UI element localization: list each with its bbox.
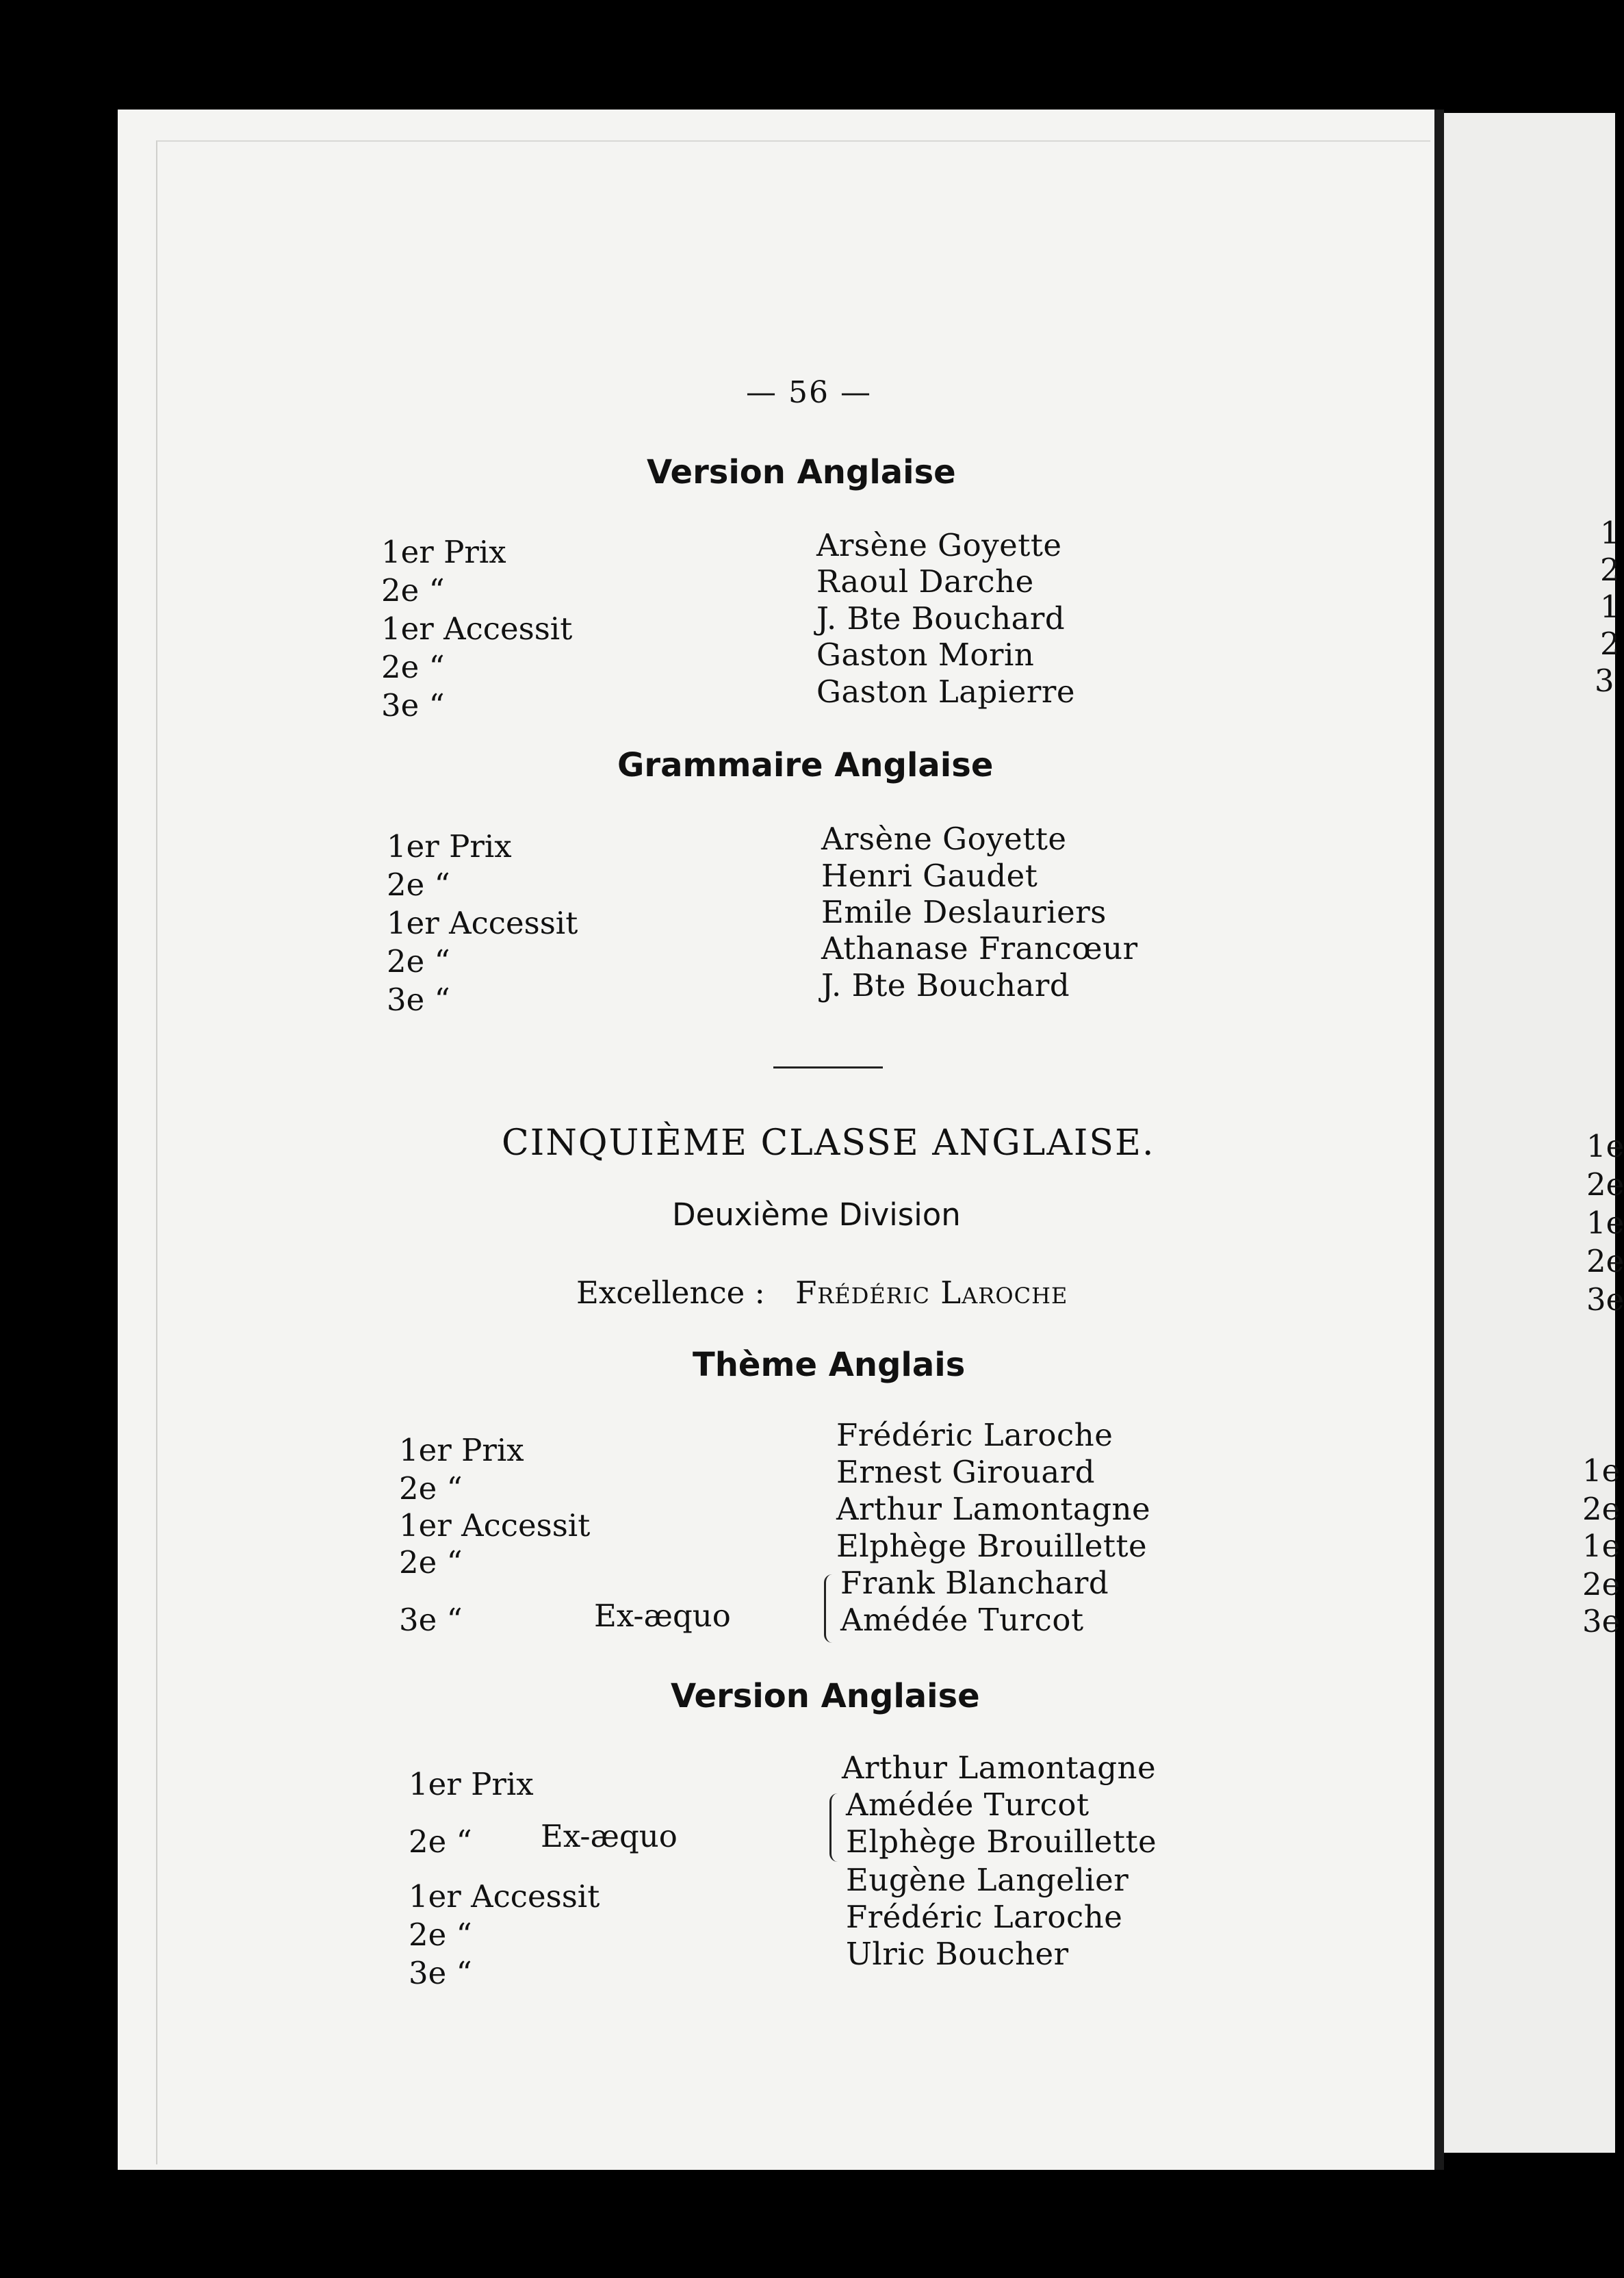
winner-name: Emile Deslauriers	[821, 894, 1107, 930]
page-number: — 56 —	[746, 375, 872, 410]
winner-name: Henri Gaudet	[821, 858, 1038, 894]
prize-label: 2e “	[409, 1823, 472, 1860]
fragment: 3	[1595, 663, 1614, 699]
winner-name: Gaston Morin	[816, 637, 1035, 673]
winner-name: Arthur Lamontagne	[836, 1491, 1151, 1527]
winner-name: Eugène Langelier	[846, 1862, 1129, 1898]
prize-label: 1er Prix	[381, 534, 506, 570]
prize-label: 1er Accessit	[381, 611, 573, 647]
prize-label: 1er Prix	[399, 1432, 524, 1468]
winner-name: Arsène Goyette	[816, 527, 1062, 563]
fragment: 2e	[1582, 1491, 1621, 1527]
prize-label: 2e “	[387, 867, 450, 903]
exaequo-brace	[829, 1793, 838, 1862]
prize-label: 3e “	[387, 982, 450, 1018]
fragment: 2	[1600, 626, 1620, 662]
exaequo-brace	[824, 1574, 833, 1643]
winner-name: Gaston Lapierre	[816, 674, 1076, 710]
fragment: 1e	[1586, 1205, 1624, 1241]
winner-name: Amédée Turcot	[846, 1787, 1090, 1823]
prize-label: 2e “	[381, 572, 445, 609]
prize-label: 3e “	[399, 1602, 463, 1638]
fragment: 1e	[1586, 1128, 1624, 1164]
winner-name: Athanase Francœur	[821, 930, 1138, 967]
prize-label: 1er Accessit	[387, 905, 578, 941]
divider-rule	[773, 1066, 883, 1068]
book-spine	[1434, 110, 1444, 2170]
prize-label: 2e “	[387, 943, 450, 980]
winner-name: Raoul Darche	[816, 563, 1034, 600]
fragment: 3e	[1582, 1603, 1621, 1639]
prize-label: 1er Accessit	[399, 1507, 591, 1544]
prize-label: 2e “	[399, 1470, 463, 1507]
fragment: 1e	[1582, 1452, 1621, 1489]
winner-name: Arthur Lamontagne	[842, 1750, 1157, 1786]
section-heading: Version Anglaise	[647, 453, 956, 491]
excellence-line	[576, 1275, 1068, 1311]
section-heading: Thème Anglais	[693, 1346, 966, 1384]
exaequo-label: Ex-æquo	[541, 1818, 678, 1854]
section-heading: Grammaire Anglaise	[617, 746, 994, 784]
prize-label: 1er Prix	[387, 828, 512, 865]
winner-name: Frédéric Laroche	[846, 1899, 1123, 1935]
fragment: 2e	[1582, 1566, 1621, 1602]
winner-name: Elphège Brouillette	[846, 1823, 1157, 1860]
excellence-name: Frédéric Laroche	[795, 1275, 1068, 1311]
class-title: CINQUIÈME CLASSE ANGLAISE.	[502, 1123, 1155, 1164]
prize-label: 2e “	[409, 1917, 472, 1953]
winner-name: Ulric Boucher	[846, 1936, 1069, 1972]
fragment: 2e	[1586, 1243, 1624, 1279]
prize-label: 3e “	[409, 1955, 472, 1991]
exaequo-label: Ex-æquo	[594, 1598, 731, 1634]
winner-name: J. Bte Bouchard	[821, 967, 1070, 1003]
prize-label: 2e “	[399, 1544, 463, 1580]
winner-name: Elphège Brouillette	[836, 1528, 1148, 1564]
fragment: 1e	[1582, 1528, 1621, 1564]
fragment: 1	[1600, 589, 1620, 625]
prize-label: 1er Accessit	[409, 1878, 600, 1915]
fragment: 3e	[1586, 1281, 1624, 1318]
winner-name: J. Bte Bouchard	[816, 600, 1066, 637]
prize-label: 3e “	[381, 687, 445, 724]
winner-name: Frédéric Laroche	[836, 1417, 1113, 1453]
division-title: Deuxième Division	[672, 1196, 961, 1233]
winner-name: Arsène Goyette	[821, 821, 1067, 857]
section-heading: Version Anglaise	[671, 1677, 980, 1715]
winner-name: Amédée Turcot	[840, 1602, 1084, 1638]
winner-name: Frank Blanchard	[840, 1565, 1109, 1601]
prize-label: 1er Prix	[409, 1766, 534, 1802]
prize-label: 2e “	[381, 649, 445, 685]
fragment: 1	[1600, 515, 1620, 551]
winner-name: Ernest Girouard	[836, 1454, 1096, 1490]
fragment: 2	[1600, 552, 1620, 588]
excellence-label: Excellence :	[576, 1275, 765, 1311]
fragment: 2e	[1586, 1166, 1624, 1203]
